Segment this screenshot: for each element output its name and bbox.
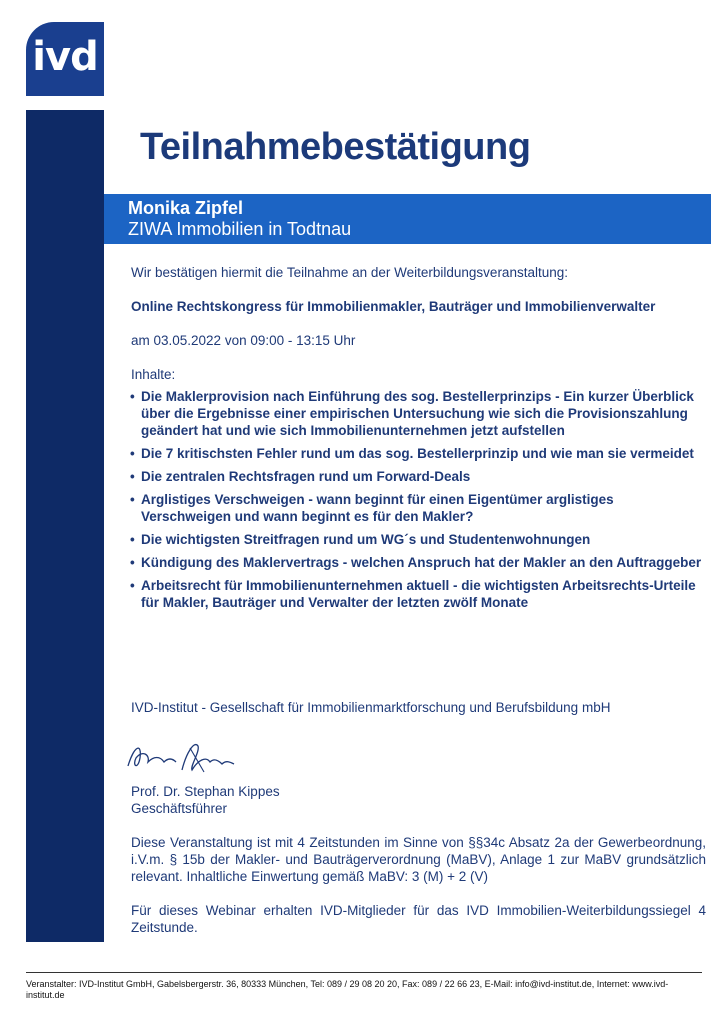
logo-text: ivd (32, 34, 98, 80)
signatory-role: Geschäftsführer (131, 801, 228, 816)
event-date: am 03.05.2022 von 09:00 - 13:15 Uhr (131, 333, 356, 348)
participant-company: ZIWA Immobilien in Todtnau (128, 219, 352, 239)
list-item: • Kündigung des Maklervertrags - welchen Anspruch hat der Makler an den Auftraggeber (131, 554, 706, 571)
list-item: • Die zentralen Rechtsfragen rund um Forward-Deals (131, 468, 706, 485)
seal-note: Für dieses Webinar erhalten IVD-Mitglieder für das IVD Immobilien-Weiterbildungssiegel 4 Zeitstunde. (131, 903, 706, 935)
list-item: • Arbeitsrecht für Immobilienunternehmen aktuell - die wichtigsten Arbeitsrechts-Urteile für Makler, Bauträger und Verwalter der letzten zwölf Monate (131, 577, 706, 611)
participant-band (104, 194, 711, 244)
footer-text: Veranstalter: IVD-Institut GmbH, Gabelsbergerstr. 36, 80333 München, Tel: 089 / 29 08 20 20, Fax: 089 / 22 66 23, E-Mail: info@ivd-institut.de, Internet: www.ivd-institut.de (26, 979, 669, 1000)
page-title: Teilnahmebestätigung (140, 126, 531, 168)
signature-image (120, 736, 250, 778)
sidebar-stripe (26, 110, 104, 942)
topics-list (131, 388, 706, 617)
ivd-logo (26, 22, 104, 96)
institute-name: IVD-Institut - Gesellschaft für Immobilienmarktforschung und Berufsbildung mbH (131, 700, 611, 715)
list-item: • Die wichtigsten Streitfragen rund um WG´s und Studentenwohnungen (131, 531, 706, 548)
intro-text: Wir bestätigen hiermit die Teilnahme an der Weiterbildungsveranstaltung: (131, 265, 568, 280)
legal-note: Diese Veranstaltung ist mit 4 Zeitstunden im Sinne von §§34c Absatz 2a der Gewerbeordnung, i.V.m. § 15b der Makler- und Bauträgerverordnung (MaBV), Anlage 1 zur MaBV grundsätzlich relevant. Inhaltliche Einwertung gemäß MaBV: 3 (M) + 2 (V) (131, 835, 706, 884)
list-item: • Die Maklerprovision nach Einführung des sog. Bestellerprinzips - Ein kurzer Überblick über die Ergebnisse einer empirischen Untersuchung wie sich die Provisionszahlung geändert hat und wie sich Immobilienunternehmen jetzt aufstellen (131, 388, 706, 439)
contents-label: Inhalte: (131, 367, 176, 382)
participant-name: Monika Zipfel (128, 198, 244, 218)
footer-divider (26, 972, 702, 973)
signatory-name: Prof. Dr. Stephan Kippes (131, 784, 280, 799)
list-item: • Die 7 kritischsten Fehler rund um das sog. Bestellerprinzip und wie man sie vermeidet (131, 445, 706, 462)
list-item: • Arglistiges Verschweigen - wann beginnt für einen Eigentümer arglistiges Verschweigen und wann beginnt es für den Makler? (131, 491, 706, 525)
event-title: Online Rechtskongress für Immobilienmakler, Bauträger und Immobilienverwalter (131, 299, 656, 314)
